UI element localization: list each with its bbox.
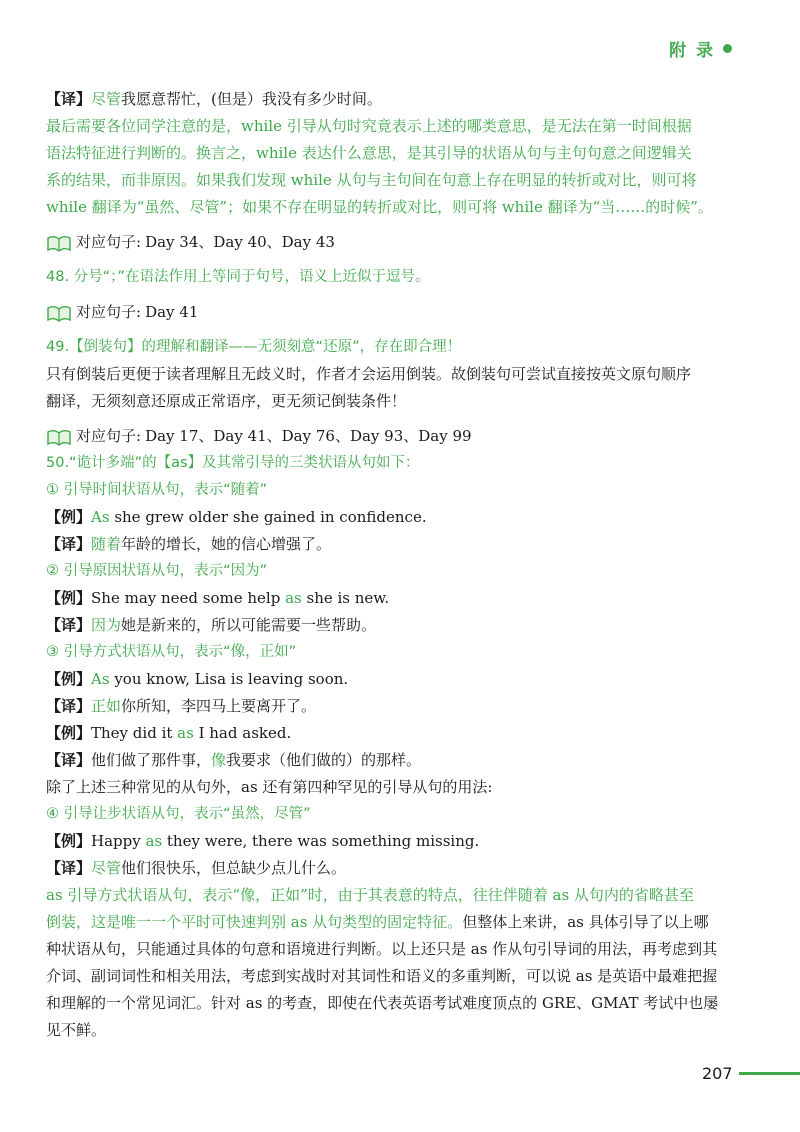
subheading-2: ② 引导原因状语从句，表示“因为” [46, 563, 268, 579]
example-line: 【例】Happy as they were, there was something missing. [46, 832, 480, 850]
paragraph-line: 翻译，无须刻意还原成正常语序，更无须记倒装条件！ [46, 392, 407, 410]
page-content [46, 86, 746, 1044]
example-line: 【例】She may need some help as she is new. [46, 589, 390, 607]
reference-sentences: 对应句子: Day 41 [46, 299, 746, 326]
translation-line: 【译】因为她是新来的，所以可能需要一些帮助。 [46, 616, 377, 634]
header-title: 附 录 [669, 41, 715, 61]
translation-line: 【译】尽管我愿意帮忙，(但是）我没有多少时间。 [46, 90, 382, 108]
closing-paragraph: as 引导方式状语从句，表示“像，正如”时，由于其表意的特点，往往伴随着 as 从句内的省略甚至 倒装，这是唯一一个平时可快速判别 as 从句类型的固定特征。但整体上来讲，as 具体引导了以上哪 种状语从句，只能通过具体的句意和语境进行判断。以上还只是 as 作从句引导词的用法，再考虑到其 介词、副词词性和相关用法，考虑到实战时对其词性和语义的多重判断，可以说 as 是英语中最难把握 和理解的一个常见词汇。针对 as 的考查，即使在代表英语考试难度顶点的 GRE、GMAT 考试中也屡 见不鲜。 [46, 886, 719, 1039]
open-book-icon [46, 234, 72, 252]
open-book-icon [46, 428, 72, 446]
translation-line: 【译】尽管他们很快乐，但总缺少点儿什么。 [46, 859, 347, 877]
section-heading-48: 48. 分号“；”在语法作用上等同于句号，语义上近似于逗号。 [46, 269, 430, 285]
example-line: 【例】As you know, Lisa is leaving soon. [46, 670, 349, 688]
section-heading-50: 50.“诡计多端”的【as】及其常引导的三类状语从句如下： [46, 455, 420, 471]
reference-sentences: 对应句子: Day 34、Day 40、Day 43 [46, 229, 746, 256]
page-number: 207 [702, 1064, 733, 1083]
subheading-1: ① 引导时间状语从句，表示“随着” [46, 482, 268, 498]
example-line: 【例】As she grew older she gained in confidence. [46, 508, 427, 526]
section-heading-49: 49.【倒装句】的理解和翻译——无须刻意“还原”，存在即合理！ [46, 339, 462, 355]
paragraph-line: 只有倒装后更便于读者理解且无歧义时，作者才会运用倒装。故倒装句可尝试直接按英文原句顺序 [46, 365, 692, 383]
example-line: 【例】They did it as I had asked. [46, 724, 292, 742]
header-dot-icon [723, 44, 732, 53]
translation-line: 【译】他们做了那件事，像我要求（他们做的）的那样。 [46, 751, 422, 769]
translation-line: 【译】随着年龄的增长，她的信心增强了。 [46, 535, 332, 553]
page-footer [702, 1064, 800, 1083]
paragraph-line: 除了上述三种常见的从句外，as 还有第四种罕见的引导从句的用法: [46, 778, 493, 796]
reference-sentences: 对应句子: Day 17、Day 41、Day 76、Day 93、Day 99 [46, 423, 746, 450]
translation-line: 【译】正如你所知，李四马上要离开了。 [46, 697, 317, 715]
footer-rule [739, 1072, 800, 1075]
while-note: 最后需要各位同学注意的是，while 引导从句时究竟表示上述的哪类意思，是无法在第一时间根据 语法特征进行判断的。换言之，while 表达什么意思，是其引导的状语从句与主句句意之间逻辑关 系的结果，而非原因。如果我们发现 while 从句与主句间在句意上存在明显的转折或对比，则可将 while 翻译为“虽然、尽管”；如果不存在明显的转折或对比，则可将 while 翻译为“当……的时候”。 [46, 117, 713, 216]
page-header [669, 36, 732, 61]
open-book-icon [46, 304, 72, 322]
subheading-3: ③ 引导方式状语从句，表示“像，正如” [46, 644, 297, 660]
subheading-4: ④ 引导让步状语从句，表示“虽然，尽管” [46, 806, 311, 822]
